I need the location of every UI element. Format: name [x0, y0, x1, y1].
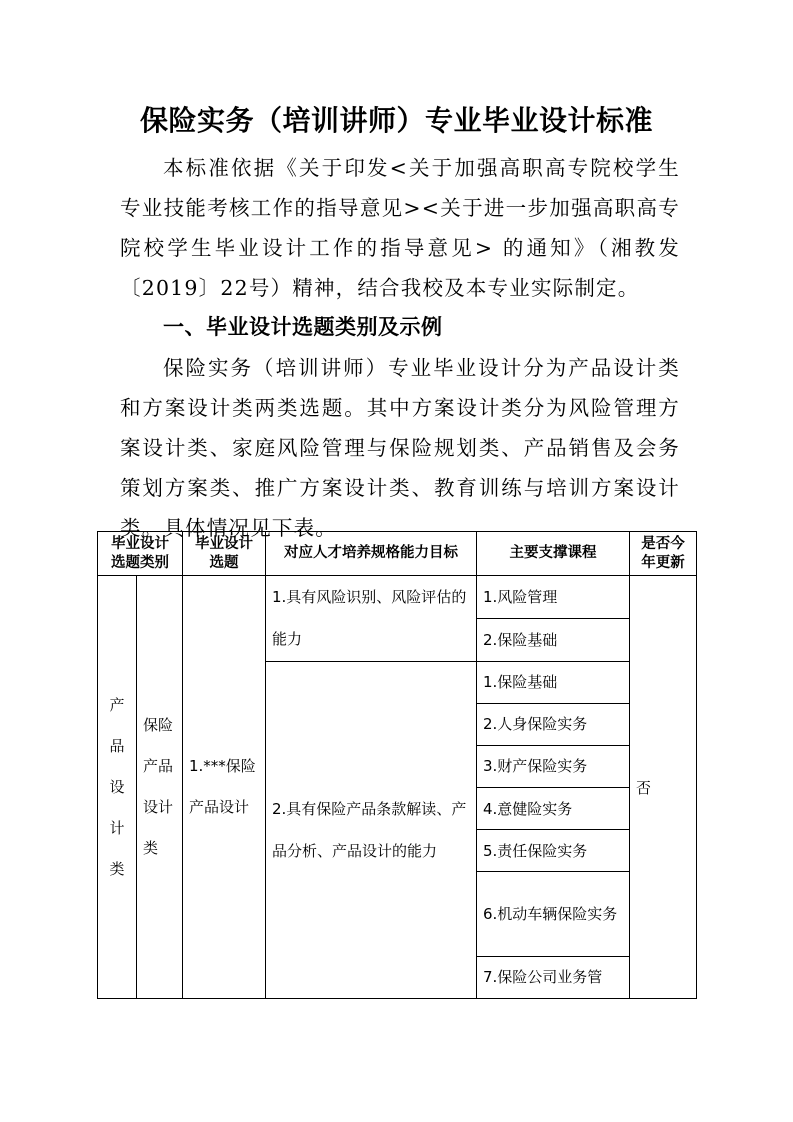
course-cell: 2.人身保险实务 [477, 703, 630, 745]
course-cell: 3.财产保险实务 [477, 745, 630, 787]
intro-paragraph: 本标准依据《关于印发<关于加强高职高专院校学生专业技能考核工作的指导意见><关于进一步加强高职高专院校学生毕业设计工作的指导意见> 的通知》（湘教发〔2019〕22号）精神，结合我校及本专业实际制定。 [120, 156, 680, 300]
course-cell: 2.保险基础 [477, 618, 630, 661]
category-cell: 产 品 设 计 类 [98, 576, 137, 999]
update-cell: 否 [630, 576, 697, 999]
course-cell: 5.责任保险实务 [477, 830, 630, 872]
goal-cell: 2.具有保险产品条款解读、产品分析、产品设计的能力 [266, 661, 477, 998]
course-cell: 7.保险公司业务管 [477, 956, 630, 998]
course-cell: 1.保险基础 [477, 661, 630, 703]
course-cell: 6.机动车辆保险实务 [477, 872, 630, 956]
header-topic: 毕业设计选题 [183, 532, 266, 576]
section-body: 保险实务（培训讲师）专业毕业设计分为产品设计类和方案设计类两类选题。其中方案设计类分为风险管理方案设计类、家庭风险管理与保险规划类、产品销售及会务策划方案类、推广方案设计类、教育训练与培训方案设计类。具体情况见下表。 [120, 356, 680, 540]
header-category: 毕业设计选题类别 [98, 532, 183, 576]
design-standard-table [97, 531, 697, 999]
header-update: 是否今年更新 [630, 532, 697, 576]
page-title: 保险实务（培训讲师）专业毕业设计标准 [139, 104, 653, 137]
goal-cell: 1.具有风险识别、风险评估的能力 [266, 576, 477, 661]
course-cell: 1.风险管理 [477, 576, 630, 619]
header-courses: 主要支撑课程 [477, 532, 630, 576]
course-cell: 4.意健险实务 [477, 788, 630, 830]
subcategory-cell: 保险产品设计类 [137, 576, 183, 999]
table-header-row [98, 532, 697, 576]
table-row [98, 576, 697, 619]
header-goal: 对应人才培养规格能力目标 [266, 532, 477, 576]
section-heading: 一、毕业设计选题类别及示例 [163, 315, 443, 339]
topic-cell: 1.***保险产品设计 [183, 576, 266, 999]
